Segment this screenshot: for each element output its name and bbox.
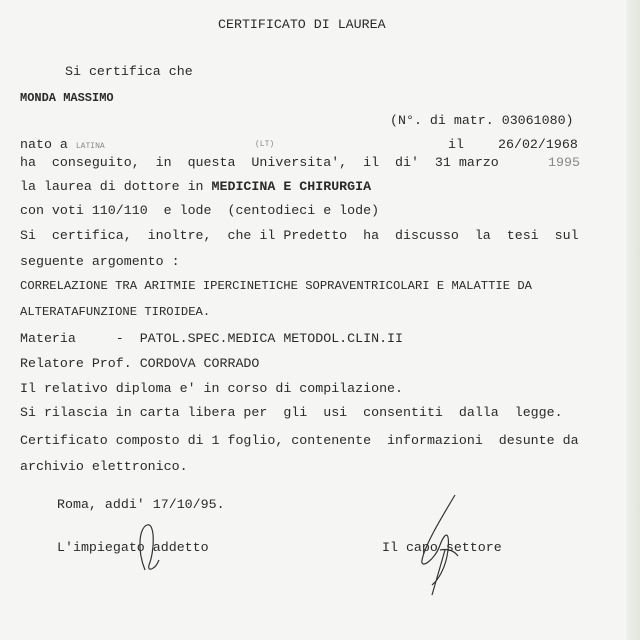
sector-head-label: Il capo settore xyxy=(382,540,502,555)
born-prefix: nato a xyxy=(20,137,68,152)
clerk-signature xyxy=(135,520,165,575)
supervisor-line: Relatore Prof. CORDOVA CORRADO xyxy=(20,356,260,371)
document-title: CERTIFICATO DI LAUREA xyxy=(218,17,386,32)
place-date: Roma, addi' 17/10/95. xyxy=(57,497,225,512)
matriculation-number: (N°. di matr. 03061080) xyxy=(390,113,574,128)
composition-line-1: Certificato composto di 1 foglio, contenente informazioni desunte da xyxy=(20,433,579,448)
degree-line xyxy=(20,179,371,195)
thesis-title-1: CORRELAZIONE TRA ARITMIE IPERCINETICHE SOPRAVENTRICOLARI E MALATTIE DA xyxy=(20,279,532,293)
page-edge-shadow xyxy=(626,0,640,640)
sector-head-signature xyxy=(410,490,470,600)
thesis-intro-2: seguente argomento : xyxy=(20,254,180,269)
graduate-name: MONDA MASSIMO xyxy=(20,91,114,105)
thesis-title-2: ALTERATAFUNZIONE TIROIDEA. xyxy=(20,305,211,319)
birth-date: 26/02/1968 xyxy=(498,137,578,152)
birth-city: LATINA xyxy=(75,142,105,151)
graduation-year: 1995 xyxy=(548,155,580,170)
subject-line: Materia - PATOL.SPEC.MEDICA METODOL.CLIN.II xyxy=(20,331,404,346)
diploma-line: Il relativo diploma e' in corso di compilazione. xyxy=(20,381,404,396)
born-il: il xyxy=(448,137,464,152)
degree-name: MEDICINA E CHIRURGIA xyxy=(211,179,372,194)
birth-line xyxy=(20,137,105,155)
clerk-label: L'impiegato addetto xyxy=(57,540,209,555)
birth-province: (LT) xyxy=(255,140,275,149)
grade-line: con voti 110/110 e lode (centodieci e lode) xyxy=(20,203,380,218)
issue-line: Si rilascia in carta libera per gli usi consentiti dalla legge. xyxy=(20,405,563,420)
thesis-intro-1: Si certifica, inoltre, che il Predetto ha discusso la tesi sul xyxy=(20,228,579,243)
degree-prefix: la laurea di dottore in xyxy=(20,179,204,194)
intro-text: Si certifica che xyxy=(65,64,193,79)
graduation-line: ha conseguito, in questa Universita', il di' 31 marzo xyxy=(20,155,499,170)
composition-line-2: archivio elettronico. xyxy=(20,459,188,474)
